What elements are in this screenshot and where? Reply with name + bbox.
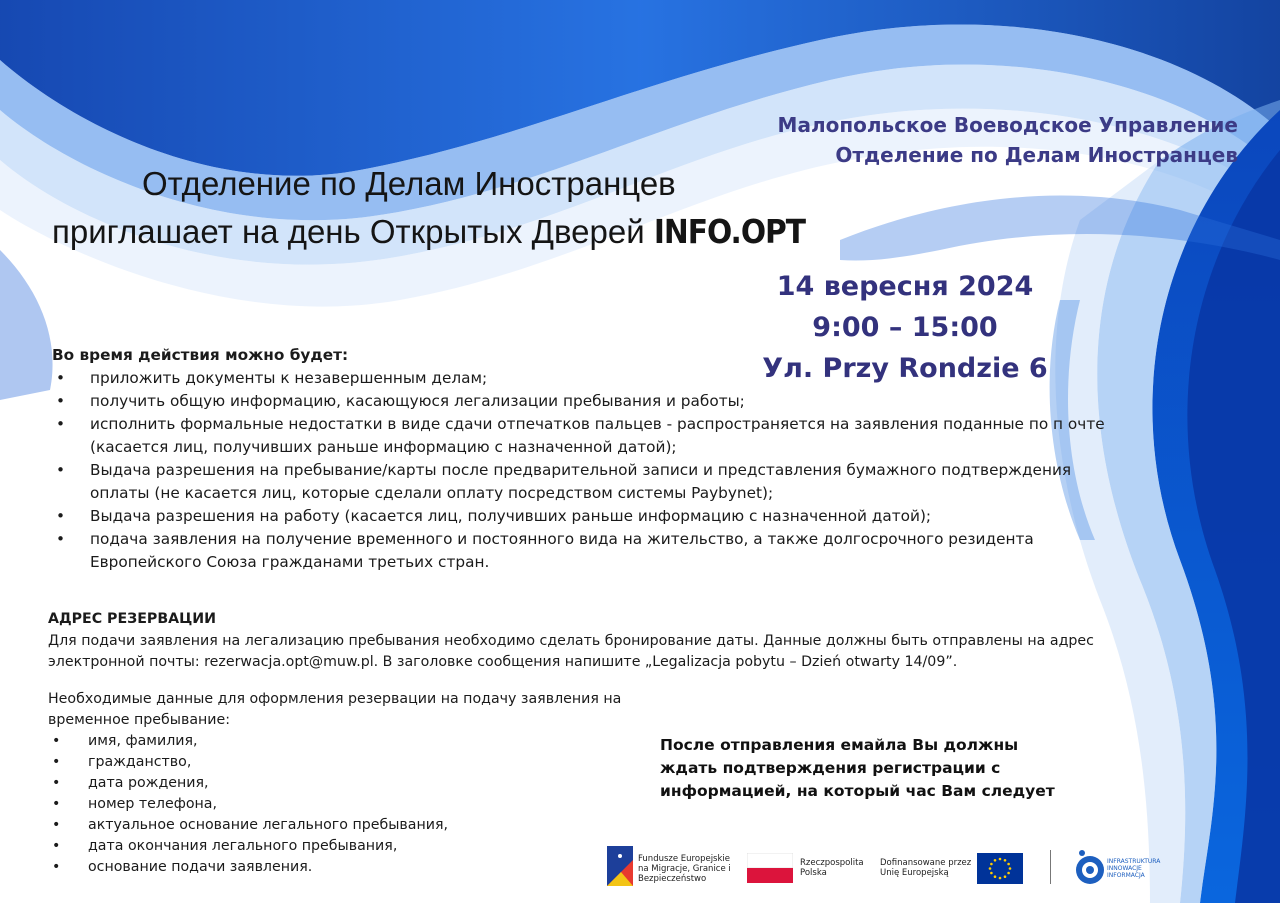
brand-text: INFO.OPT	[653, 212, 806, 251]
list-item: • приложить документы к незавершенным делам;	[52, 367, 1112, 390]
infrastructure-logo-text: INFRASTRUKTURA INNOWACJE INFORMACJA	[1107, 858, 1161, 879]
list-item: • номер телефона,	[48, 794, 648, 815]
poland-flag-icon	[747, 853, 793, 883]
headline-invite-text: приглашает на день Открытых Дверей	[52, 213, 645, 250]
list-item: • подача заявления на получение временного и постоянного вида на жительство, а также долгосрочного резидента Европейского Союза гражданами третьих стран.	[52, 528, 1112, 574]
list-item: • получить общую информацию, касающуюся легализации пребывания и работы;	[52, 390, 1112, 413]
event-time: 9:00 – 15:00	[812, 312, 998, 343]
list-item: • Выдача разрешения на работу (касается лиц, получивших раньше информацию с назначенной датой);	[52, 505, 1112, 528]
organization-line1: Малопольское Воеводское Управление	[777, 113, 1238, 137]
list-item: • Выдача разрешения на пребывание/карты после предварительной записи и представления бумажного подтверждения оплаты (не касается лиц, которые сделали оплату посредством системы Paybynet);	[52, 459, 1112, 505]
reservation-heading: АДРЕС РЕЗЕРВАЦИИ	[48, 611, 217, 627]
eu-funds-flag-icon	[607, 846, 633, 886]
list-item: • имя, фамилия,	[48, 731, 648, 752]
list-item: • исполнить формальные недостатки в виде сдачи отпечатков пальцев - распространяется на заявления поданные по п очте (касается лиц, получивших раньше информацию с назначенной датой);	[52, 413, 1112, 459]
logo-strip	[607, 844, 1167, 890]
required-intro: Необходимые данные для оформления резервации на подачу заявления на временное пребывание:	[48, 691, 622, 728]
reservation-section	[48, 609, 1108, 674]
reservation-text: Для подачи заявления на легализацию пребывания необходимо сделать бронирование даты. Данные должны быть отправлены на адрес электронной почты: rezerwacja.opt@muw.pl. В заголовке сообщения напишите „Legalizacja pobytu – Dzień otwarty 14/09”.	[48, 632, 1094, 670]
required-data-section	[48, 689, 648, 878]
headline	[52, 160, 912, 256]
organization-line2: Отделение по Делам Иностранцев	[835, 143, 1238, 167]
list-item: • дата рождения,	[48, 773, 648, 794]
eu-cofinance-text: Dofinansowane przez Unię Europejską	[880, 858, 972, 878]
infrastructure-logo-icon	[1075, 848, 1105, 886]
logo-divider	[1050, 850, 1051, 884]
headline-line2	[52, 213, 805, 250]
fund-logo-text: Fundusze Europejskie na Migracje, Granice i Bezpieczeństwo	[638, 854, 731, 884]
eu-flag-icon	[977, 853, 1023, 884]
list-item: • основание подачи заявления.	[48, 857, 648, 878]
list-item: • дата окончания легального пребывания,	[48, 836, 648, 857]
headline-line1: Отделение по Делам Иностранцев	[142, 165, 676, 202]
during-section	[52, 344, 1112, 574]
list-item: • актуальное основание легального пребывания,	[48, 815, 648, 836]
during-heading: Во время действия можно будет:	[52, 346, 349, 364]
list-item: • гражданство,	[48, 752, 648, 773]
after-email-note: После отправления емайла Вы должны ждать подтверждения регистрации с информацией, на который час Вам следует	[660, 736, 1055, 800]
event-date: 14 вересня 2024	[776, 271, 1034, 302]
during-list	[52, 367, 1112, 574]
required-list	[48, 731, 648, 878]
poland-logo-text: Rzeczpospolita Polska	[800, 858, 864, 878]
event-address: Ул. Przy Rondzie 6	[762, 353, 1048, 384]
